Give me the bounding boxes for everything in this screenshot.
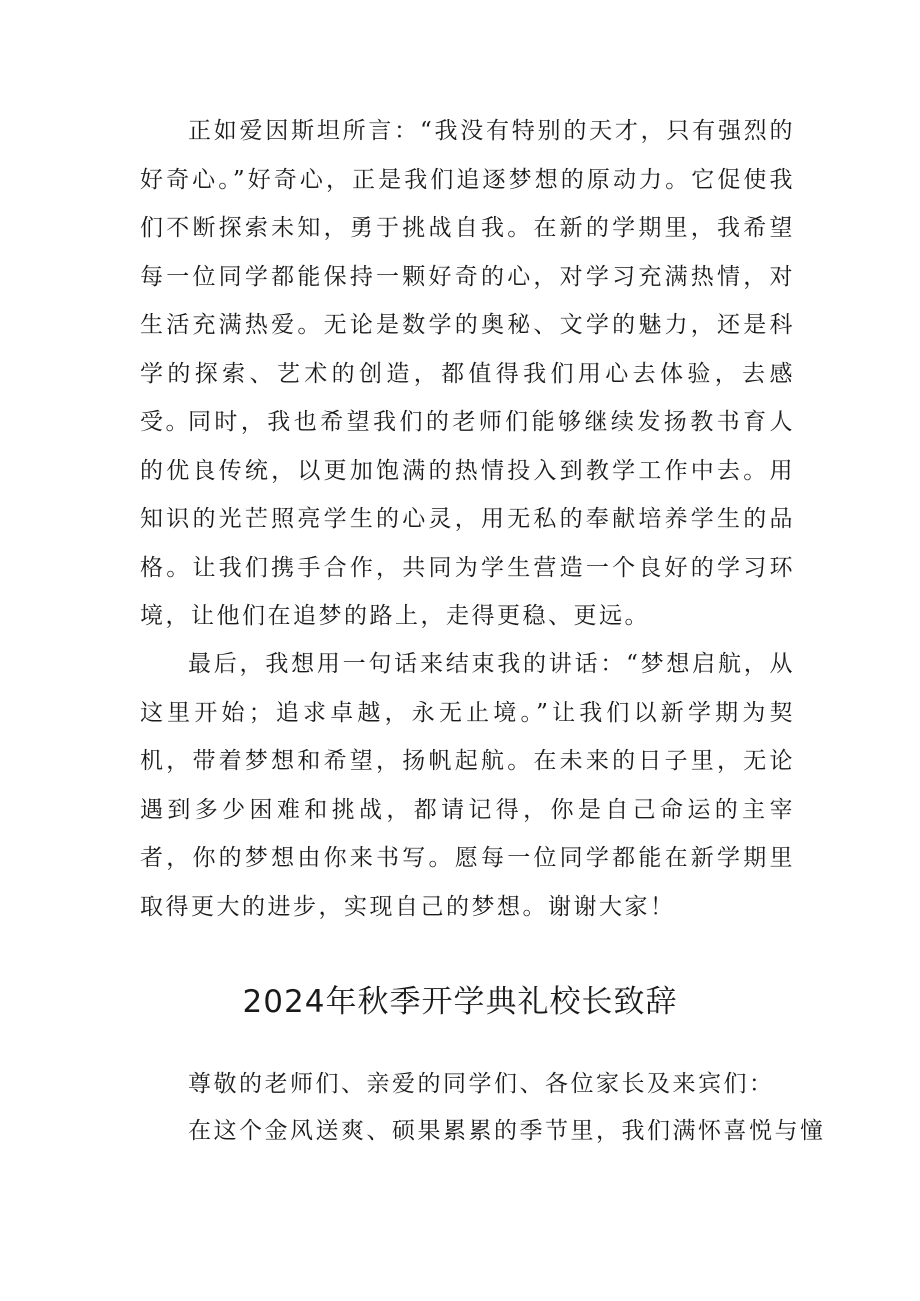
paragraph-closing: 最后，我想用一句话来结束我的讲话：“梦想启航，从这里开始；追求卓越，永无止境。”让我们以新学期为契机，带着梦想和希望，扬帆起航。在未来的日子里，无论遇到多少困难和挑战，都请记得，你是自己命运的主宰者，你的梦想由你来书写。愿每一位同学都能在新学期里取得更大的进步，实现自己的梦想。谢谢大家！ (140, 651, 795, 920)
speech-title: 2024年秋季开学典礼校长致辞 (242, 984, 678, 1020)
speech-greeting: 尊敬的老师们、亲爱的同学们、各位家长及来宾们： (188, 1071, 775, 1097)
speech-opening-line: 在这个金风送爽、硕果累累的季节里，我们满怀喜悦与憧 (188, 1118, 826, 1144)
paragraph-teachers: 同时，我也希望我们的老师们能够继续发扬教书育人的优良传统，以更加饱满的热情投入到教学工作中去。用知识的光芒照亮学生的心灵，用无私的奉献培养学生的品格。让我们携手合作，共同为学生营造一个良好的学习环境，让他们在追梦的路上，走得更稳、更远。 (140, 409, 795, 629)
paragraph-curiosity: 正如爱因斯坦所言：“我没有特别的天才，只有强烈的好奇心。”好奇心，正是我们追逐梦想的原动力。它促使我们不断探索未知，勇于挑战自我。在新的学期里，我希望每一位同学都能保持一颗好奇的心，对学习充满热情，对生活充满热爱。无论是数学的奥秘、文学的魅力，还是科学的探索、艺术的创造，都值得我们用心去体验，去感受。 (140, 118, 795, 435)
